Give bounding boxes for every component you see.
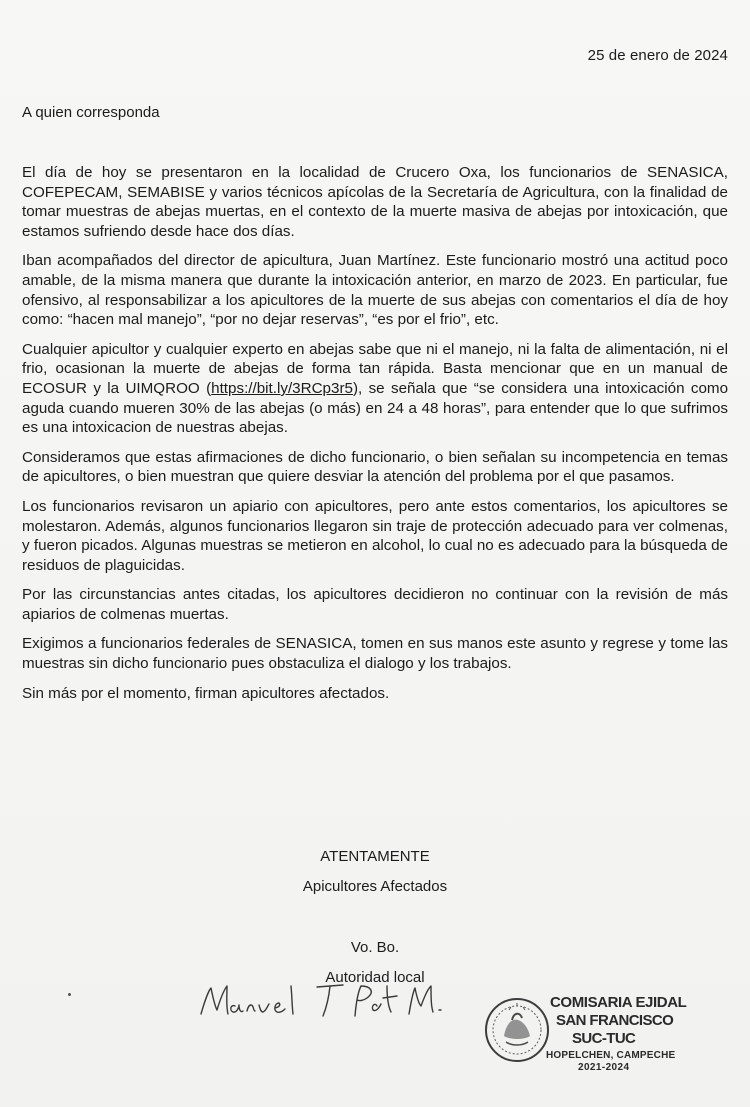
paragraph-4: Consideramos que estas afirmaciones de dicho funcionario, o bien señalan su incompetencia en temas de apicultores, o bien muestran que quiere desviar la atención del problema por el que pasamos. — [22, 448, 728, 486]
paragraph-3-start: Cualquier apicultor y cualquier experto en abejas sabe que ni el manejo, ni la falta de alimentación, ni el frio, ocasionan la muerte de abejas de forma tan rápida. Basta mencionar que en un manual de ECOSUR y la UIMQROO ( — [22, 340, 728, 397]
letter-body — [22, 163, 728, 713]
approval-label: Vo. Bo. — [350, 939, 400, 956]
stamp-line-5: 2021-2024 — [578, 1062, 630, 1073]
paragraph-1: El día de hoy se presentaron en la localidad de Crucero Oxa, los funcionarios de SENASICA, COFEPECAM, SEMABISE y varios técnicos apícolas de la Secretaría de Agricultura, con la finalidad de tomar muestras de abejas muertas, en el contexto de la muerte masiva de abejas por intoxicación, que estamos sufriendo desde hace dos días. — [22, 164, 728, 240]
authority-label: Autoridad local — [325, 969, 425, 986]
handwritten-signature — [195, 980, 465, 1025]
salutation: A quien corresponda — [22, 104, 160, 121]
paragraph-2: Iban acompañados del director de apicultura, Juan Martínez. Este funcionario mostró una actitud poco amable, de la misma manera que durante la intoxicación anterior, en marzo de 2023. En particular, fue ofensivo, al responsabilizar a los apicultores de la muerte de sus abejas con comentarios el día de hoy como: “hacen mal manejo”, “por no dejar reservas”, “es por el frio”, etc. — [22, 252, 728, 329]
stamp-line-3: SUC-TUC — [572, 1030, 636, 1047]
seal-emblem — [482, 990, 552, 1072]
official-stamp — [478, 990, 698, 1085]
paragraph-6: Por las circunstancias antes citadas, los apicultores decidieron no continuar con la revisión de más apiarios de colmenas muertas. — [22, 586, 728, 623]
paragraph-3 — [22, 340, 728, 438]
paragraph-3-end: ), se señala que “se considera una intoxicación como aguda cuando mueren 30% de las abejas (o más) en 24 a 48 horas”, para entender que lo que sufrimos es una intoxicacion de nuestras abejas. — [22, 379, 729, 437]
manual-link[interactable]: https://bit.ly/3RCp3r5 — [211, 379, 353, 397]
stamp-line-1: COMISARIA EJIDAL — [550, 994, 687, 1011]
ink-dot — [68, 993, 71, 996]
paragraph-7: Exigimos a funcionarios federales de SENASICA, tomen en sus manos este asunto y regrese y tome las muestras sin dicho funcionario pues obstaculiza el dialogo y los trabajos. — [22, 635, 728, 673]
closing-regards: ATENTAMENTE — [320, 848, 430, 865]
closing-signatory: Apicultores Afectados — [302, 878, 448, 895]
paragraph-8: Sin más por el momento, firman apicultores afectados. — [22, 684, 390, 702]
letter-date: 25 de enero de 2024 — [587, 47, 728, 64]
stamp-line-2: SAN FRANCISCO — [556, 1012, 674, 1029]
paragraph-5: Los funcionarios revisaron un apiario con apicultores, pero ante estos comentarios, los apicultores se molestaron. Además, algunos funcionarios llegaron sin traje de protección adecuado para ver colmenas, y fueron picados. Algunas muestras se metieron en alcohol, lo cual no es adecuado para la búsqueda de residuos de plaguicidas. — [22, 497, 728, 574]
stamp-line-4: HOPELCHEN, CAMPECHE — [546, 1050, 676, 1061]
